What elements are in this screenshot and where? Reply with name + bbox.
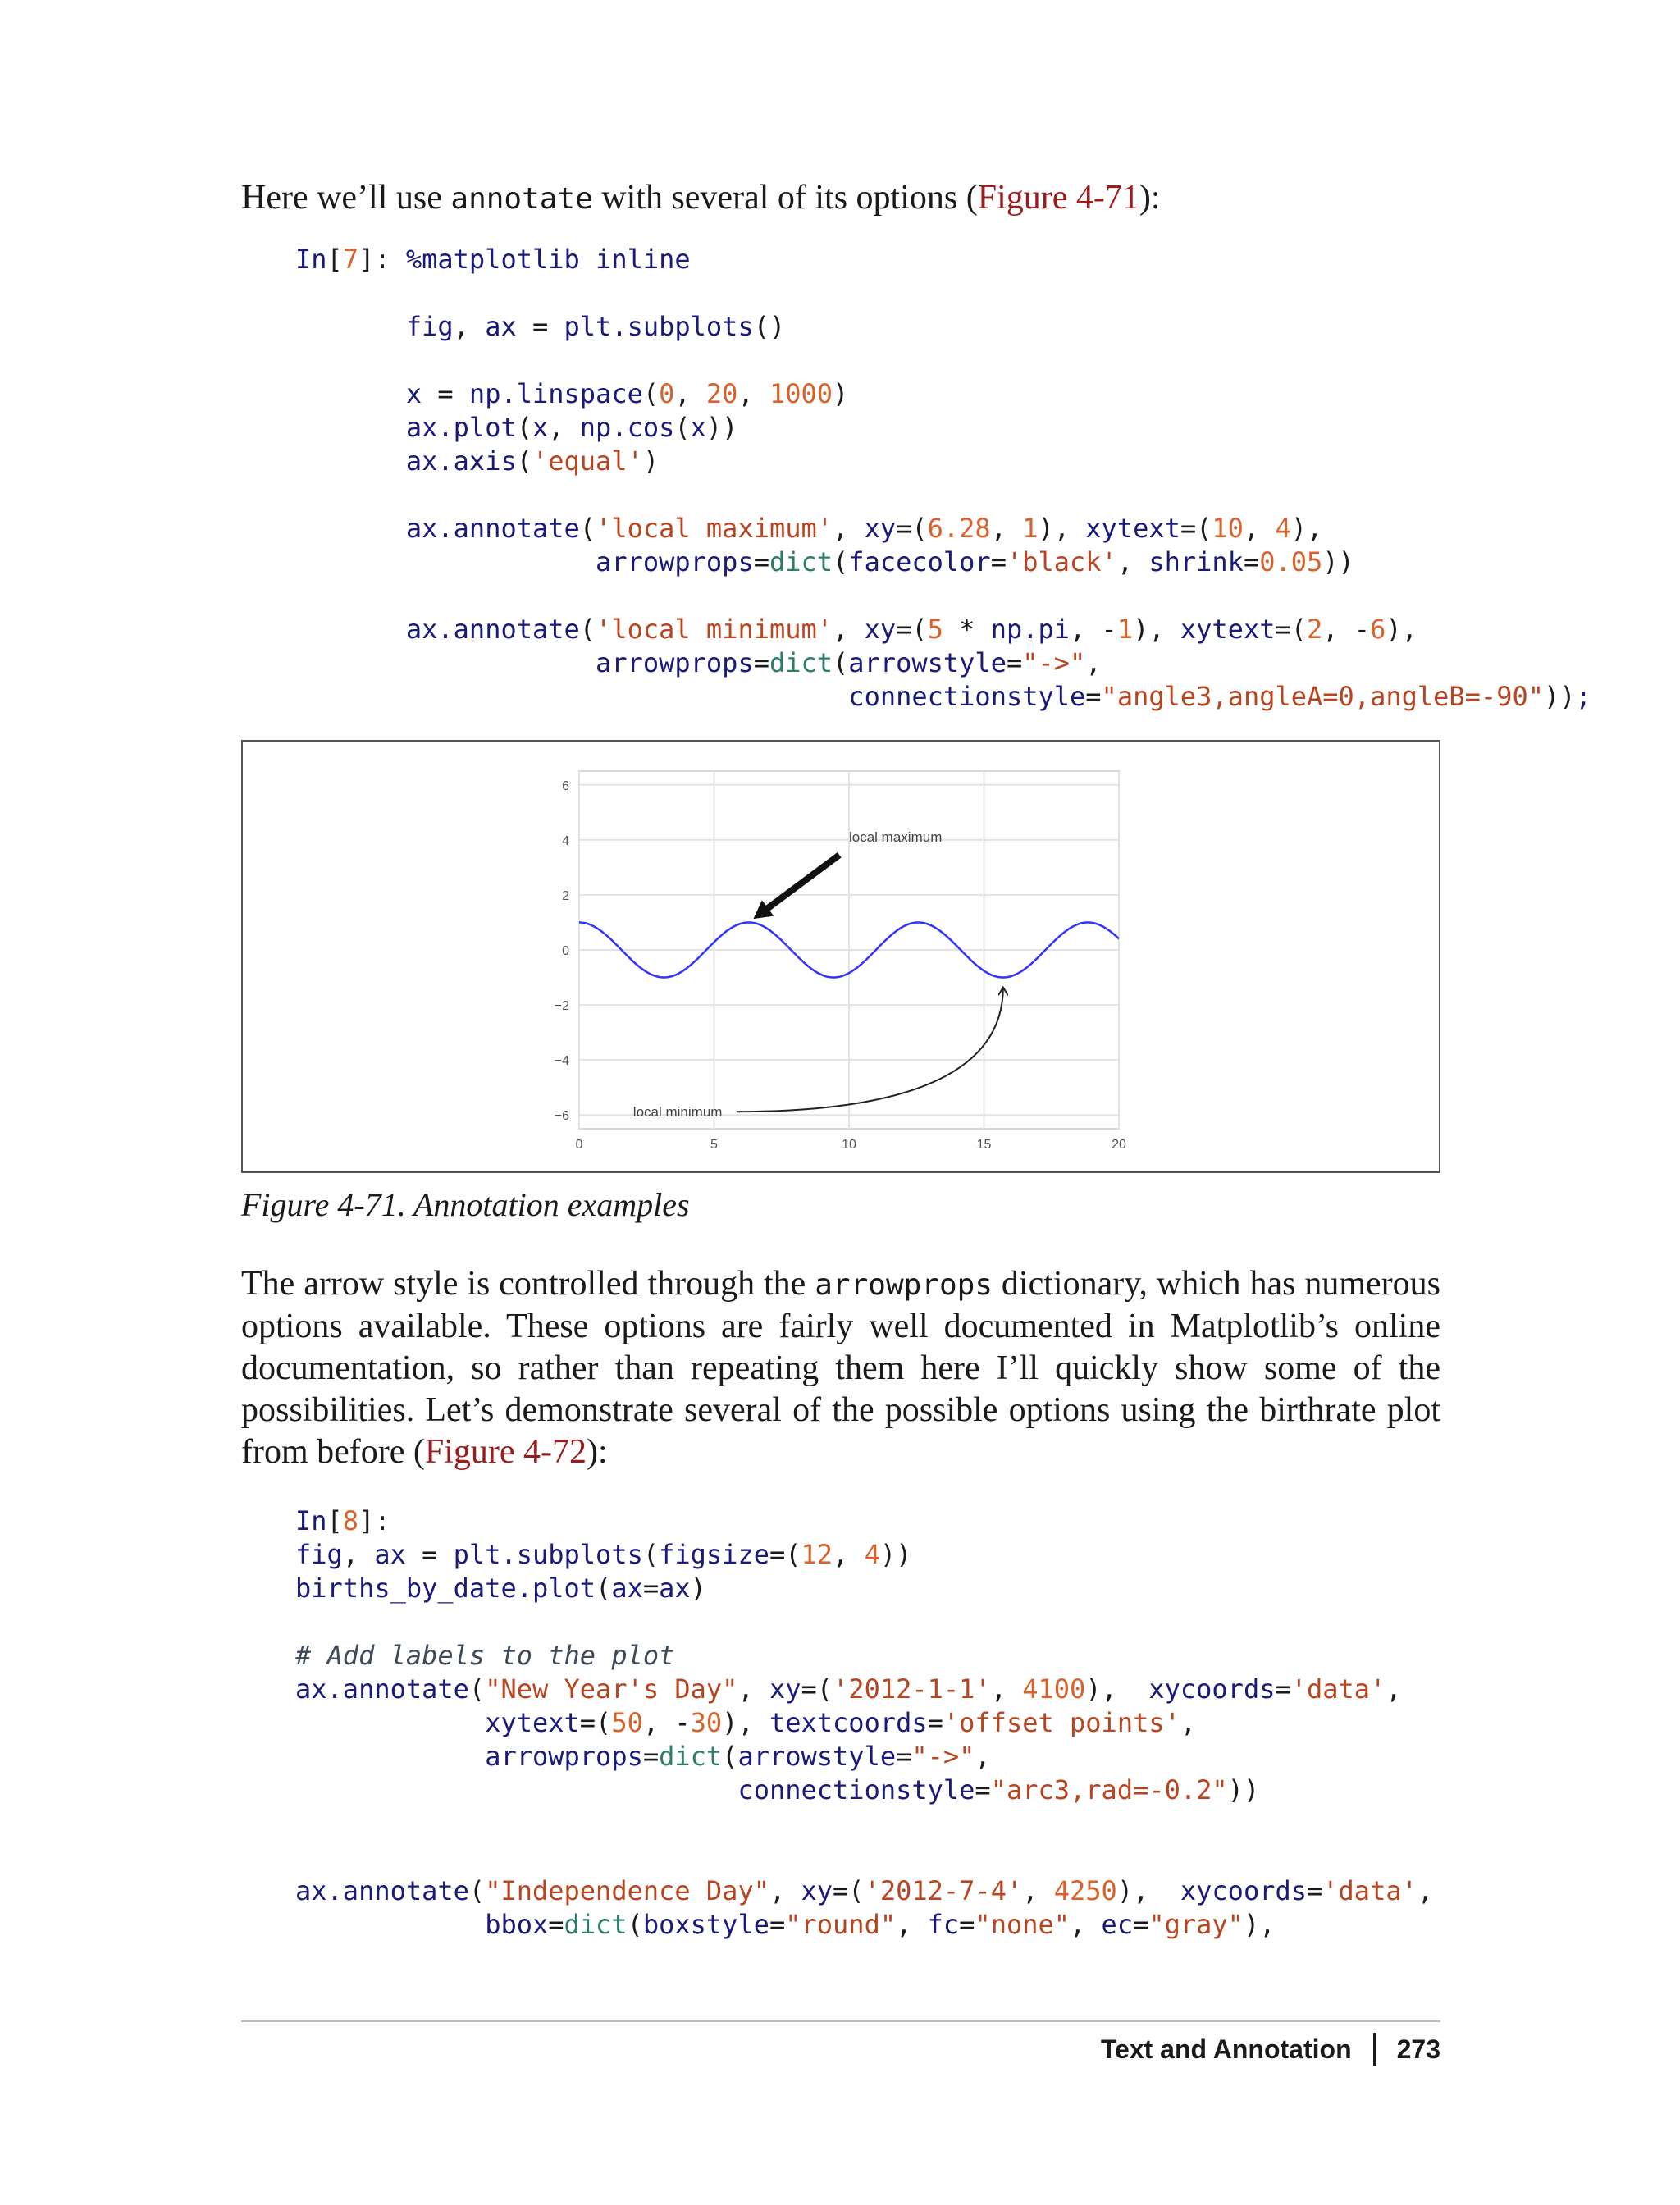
x-tick-label: 20 (1112, 1138, 1126, 1152)
code-line: In[8]: (295, 1505, 390, 1536)
code-line: xytext=(50, -30), textcoords='offset points', (295, 1707, 1197, 1738)
x-tick-label: 5 (710, 1138, 718, 1152)
page-number: 273 (1396, 2034, 1440, 2064)
y-tick-label: −4 (554, 1054, 569, 1069)
para2-text-middle: dictionary, which has numerous options available. These options are fairly well documented in Matplotlib’s online documentation, so rather than repeating them here I’ll quickly show some of the possibilities. Let’s demonstrate several of the possible options using the birthrate plot from before ( (241, 1265, 1440, 1471)
code-line: connectionstyle="angle3,angleA=0,angleB=-90")); (295, 681, 1591, 712)
figure-annotation-examples (241, 740, 1440, 1173)
figure-reference-link[interactable]: Figure 4-72 (424, 1433, 587, 1471)
code-line: # Add labels to the plot (295, 1640, 675, 1671)
x-tick-label: 10 (842, 1138, 856, 1152)
code-line: arrowprops=dict(facecolor='black', shrink=0.05)) (295, 546, 1354, 578)
annotation-chart (243, 742, 1439, 1171)
y-tick-label: 0 (562, 944, 569, 958)
code-block-annotate (295, 243, 1591, 714)
intro-text-middle: with several of its options ( (592, 179, 978, 217)
para2-text-after: ): (587, 1433, 608, 1471)
x-tick-label: 15 (976, 1138, 992, 1152)
code-line: ax.annotate("New Year's Day", xy=('2012-1-1', 4100), xycoords='data', (295, 1673, 1402, 1705)
intro-paragraph (241, 177, 1440, 220)
code-line: arrowprops=dict(arrowstyle="->", (295, 1741, 991, 1772)
code-line: ax.annotate("Independence Day", xy=('2012-7-4', 4250), xycoords='data', (295, 1875, 1434, 1906)
para2-text-before: The arrow style is controlled through the (241, 1265, 815, 1303)
y-tick-label: −6 (554, 1109, 569, 1124)
code-line: fig, ax = plt.subplots(figsize=(12, 4)) (295, 1539, 912, 1570)
code-line: connectionstyle="arc3,rad=-0.2")) (295, 1774, 1260, 1806)
code-line: x = np.linspace(0, 20, 1000) (295, 378, 849, 409)
annotation-local-minimum-label: local minimum (632, 1104, 723, 1121)
intro-text-before: Here we’ll use (241, 179, 451, 217)
footer-separator (1373, 2033, 1376, 2066)
code-line: In[7]: %matplotlib inline (295, 244, 691, 275)
code-line: ax.plot(x, np.cos(x)) (295, 412, 738, 443)
code-line: ax.annotate('local minimum', xy=(5 * np.pi, -1), xytext=(2, -6), (295, 614, 1418, 645)
arrowprops-paragraph (241, 1263, 1440, 1473)
y-tick-label: 4 (562, 833, 569, 848)
y-tick-label: 2 (562, 888, 569, 903)
y-tick-label: 6 (562, 778, 569, 793)
footer-section-title: Text and Annotation (1100, 2034, 1352, 2064)
code-line: births_by_date.plot(ax=ax) (295, 1573, 706, 1604)
code-line: fig, ax = plt.subplots() (295, 311, 786, 342)
code-block-birthrate (295, 1504, 1433, 1942)
figure-caption: Figure 4-71. Annotation examples (241, 1186, 690, 1223)
code-line: arrowprops=dict(arrowstyle="->", (295, 647, 1102, 678)
figure-reference-link[interactable]: Figure 4-71 (977, 179, 1139, 217)
code-line: bbox=dict(boxstyle="round", fc="none", ec="gray"), (295, 1909, 1276, 1940)
code-line: ax.axis('equal') (295, 445, 660, 477)
inline-code-arrowprops: arrowprops (815, 1268, 993, 1302)
y-tick-label: −2 (554, 999, 569, 1014)
inline-code-annotate: annotate (450, 182, 593, 216)
annotation-local-maximum-label: local maximum (849, 829, 943, 845)
code-line: ax.annotate('local maximum', xy=(6.28, 1), xytext=(10, 4), (295, 513, 1323, 544)
footer-divider (241, 2020, 1440, 2022)
x-tick-label: 0 (575, 1138, 583, 1152)
intro-text-after: ): (1139, 179, 1161, 217)
page-footer (1101, 2033, 1440, 2066)
